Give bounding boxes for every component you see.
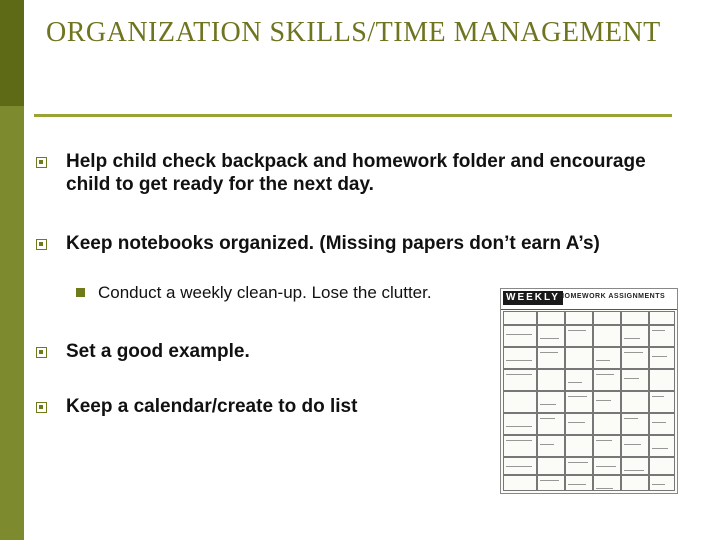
- planner-cell: [649, 475, 675, 491]
- planner-cell: [503, 311, 537, 325]
- planner-cell: [565, 435, 593, 457]
- weekly-homework-planner-image: [500, 288, 678, 494]
- handwriting-scribble: [506, 440, 532, 441]
- planner-cell: [593, 347, 621, 369]
- planner-cell: [621, 457, 649, 475]
- handwriting-scribble: [568, 484, 586, 485]
- planner-cell: [621, 347, 649, 369]
- handwriting-scribble: [540, 338, 559, 339]
- handwriting-scribble: [652, 422, 666, 423]
- planner-cell: [649, 457, 675, 475]
- bullet-text-4: Keep a calendar/create to do list: [66, 396, 358, 417]
- bullet-text-3: Set a good example.: [66, 341, 250, 362]
- sidebar-band: [0, 0, 24, 540]
- planner-cell: [503, 475, 537, 491]
- handwriting-scribble: [568, 422, 585, 423]
- handwriting-scribble: [506, 360, 532, 361]
- handwriting-scribble: [506, 466, 532, 467]
- handwriting-scribble: [568, 462, 588, 463]
- handwriting-scribble: [540, 480, 559, 481]
- subbullet-marker: [76, 288, 85, 297]
- planner-cell: [537, 475, 565, 491]
- planner-cell: [537, 369, 565, 391]
- handwriting-scribble: [624, 338, 640, 339]
- bullet-text-1: Help child check backpack and homework folder and encourage child to get ready for the next day.: [66, 151, 646, 195]
- handwriting-scribble: [540, 352, 558, 353]
- subbullet-text: Conduct a weekly clean-up. Lose the clutter.: [98, 283, 432, 302]
- title-underline: [34, 114, 672, 117]
- handwriting-scribble: [506, 334, 532, 335]
- planner-cell: [503, 391, 537, 413]
- planner-cell: [565, 311, 593, 325]
- planner-cell: [621, 369, 649, 391]
- planner-grid: [503, 311, 675, 491]
- planner-cell: [537, 457, 565, 475]
- planner-cell: [593, 435, 621, 457]
- planner-cell: [649, 311, 675, 325]
- handwriting-scribble: [506, 426, 532, 427]
- bullet-marker-2: [36, 239, 47, 250]
- planner-cell: [503, 325, 537, 347]
- planner-cell: [565, 347, 593, 369]
- planner-cell: [593, 311, 621, 325]
- planner-cell: [621, 311, 649, 325]
- handwriting-scribble: [652, 484, 665, 485]
- handwriting-scribble: [596, 440, 612, 441]
- planner-cell: [593, 413, 621, 435]
- handwriting-scribble: [624, 418, 638, 419]
- planner-cell: [565, 325, 593, 347]
- handwriting-scribble: [540, 404, 556, 405]
- planner-cell: [649, 369, 675, 391]
- handwriting-scribble: [652, 396, 664, 397]
- planner-title: HOMEWORK ASSIGNMENTS: [559, 293, 666, 300]
- planner-cell: [621, 391, 649, 413]
- bullet-marker-4: [36, 402, 47, 413]
- bullet-marker-1: [36, 157, 47, 168]
- planner-cell: [593, 369, 621, 391]
- planner-cell: [621, 435, 649, 457]
- planner-cell: [537, 311, 565, 325]
- planner-cell: [565, 369, 593, 391]
- planner-cell: [565, 391, 593, 413]
- bullet-marker-3: [36, 347, 47, 358]
- handwriting-scribble: [568, 396, 587, 397]
- planner-cell: [649, 325, 675, 347]
- planner-cell: [565, 457, 593, 475]
- planner-cell: [503, 347, 537, 369]
- planner-cell: [537, 435, 565, 457]
- handwriting-scribble: [624, 470, 644, 471]
- planner-cell: [649, 347, 675, 369]
- planner-cell: [565, 475, 593, 491]
- handwriting-scribble: [506, 374, 532, 375]
- handwriting-scribble: [540, 418, 555, 419]
- planner-cell: [537, 391, 565, 413]
- sidebar-band-top: [0, 0, 24, 106]
- planner-cell: [503, 435, 537, 457]
- planner-cell: [503, 369, 537, 391]
- planner-cell: [593, 325, 621, 347]
- handwriting-scribble: [652, 448, 668, 449]
- planner-header: [501, 289, 678, 310]
- planner-cell: [621, 413, 649, 435]
- planner-cell: [649, 391, 675, 413]
- planner-cell: [565, 413, 593, 435]
- handwriting-scribble: [624, 444, 641, 445]
- handwriting-scribble: [596, 400, 611, 401]
- planner-cell: [503, 413, 537, 435]
- handwriting-scribble: [568, 382, 582, 383]
- handwriting-scribble: [596, 466, 616, 467]
- handwriting-scribble: [596, 488, 613, 489]
- handwriting-scribble: [652, 356, 667, 357]
- handwriting-scribble: [568, 330, 586, 331]
- planner-cell: [649, 413, 675, 435]
- planner-cell: [593, 391, 621, 413]
- planner-cell: [649, 435, 675, 457]
- planner-cell: [537, 413, 565, 435]
- handwriting-scribble: [652, 330, 665, 331]
- bullet-text-2: Keep notebooks organized. (Missing papers don’t earn A’s): [66, 233, 600, 254]
- planner-cell: [537, 325, 565, 347]
- slide-title: ORGANIZATION SKILLS/TIME MANAGEMENT: [46, 17, 661, 48]
- planner-cell: [621, 325, 649, 347]
- handwriting-scribble: [596, 374, 614, 375]
- planner-weekly-label: WEEKLY: [503, 291, 563, 305]
- handwriting-scribble: [624, 378, 639, 379]
- planner-cell: [537, 347, 565, 369]
- handwriting-scribble: [624, 352, 643, 353]
- planner-cell: [621, 475, 649, 491]
- handwriting-scribble: [596, 360, 610, 361]
- handwriting-scribble: [540, 444, 554, 445]
